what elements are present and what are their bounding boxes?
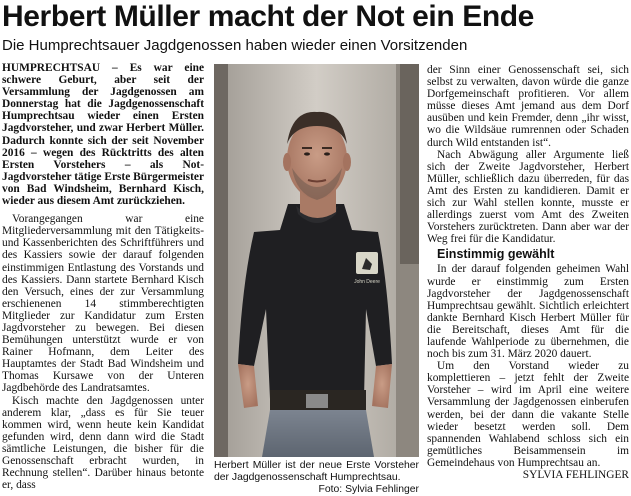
photo-caption <box>214 460 419 496</box>
left-column <box>2 62 204 491</box>
lead-text: – Es war eine schwere Geburt, aber seit der Versammlung der Jagdgenossen am Donnerstag hat die Jagdgenossenschaft Humprechtsau wieder einen Ersten Jagdvorsteher, und zwar Herbert Müller. Dadurch konnte sich der seit November 2016 – wegen des Rücktritts des alten Ersten Vorstehers – als Not-Jagdvorsteher tätige Erste Bürgermeister von Bad Windsheim, Bernhard Kisch, wieder aus diesem Amt zurückziehen. <box>2 62 204 208</box>
section-heading: Einstimmig gewählt <box>437 247 555 262</box>
shirt-logo-text: John Deere <box>354 279 380 285</box>
headline: Herbert Müller macht der Not ein Ende <box>2 0 534 33</box>
body-paragraph: Vorangegangen war eine Mitgliederversammlung mit den Tätigkeits- und Kassenberichten des Schriftführers und des Kassiers sowie der darauf folgenden einstimmigen Entlastung des Vorstands und des Kassiers. Dann startete Bernhard Kisch den Versuch, eines der zur Versammlung erschienenen 14 stimmberechtigten Mitglieder zur Kandidatur zum Ersten Jagdvorsteher zu bewegen. Bei diesen Bemühungen unterstützt wurde er von Rainer Hofmann, dem Leiter des Hauptamtes der Stadt Bad Windsheim und Thomas Kursawe von der Unteren Jagdbehörde des Landratsamtes. <box>2 213 204 395</box>
body-paragraph: Um den Vorstand wieder zu komplettieren – jetzt fehlt der Zweite Vorsteher – wird im April eine weitere Versammlung der Jagdgenossen einberufen werden, bei der dann die vakante Stelle wieder besetzt werden soll. Dem spannenden Wahlabend schloss sich ein gemütliches Beisammensein im Gemeindehaus von Humprechtsau an. <box>427 360 629 469</box>
right-column <box>427 64 629 481</box>
body-paragraph: In der darauf folgenden geheimen Wahl wurde er einstimmig zum Ersten Jagdvorsteher der Jagdgenossenschaft Humprechtsau gewählt. Sichtlich erleichtert dankte Bernhard Kisch Herbert Müller für die Bereitschaft, dieses Amt für die laufende Wahlperiode zu übernehmen, die noch bis zum 31. März 2020 dauert. <box>427 263 629 361</box>
body-paragraph: der Sinn einer Genossenschaft sei, sich selbst zu verwalten, davon würde die ganze Dorfgemeinschaft profitieren. Vor allem müsse dieses Amt jemand aus dem Dorf ausüben und kein Fremder, denn „ihr wisst, wo die Wildsäue rumrennen oder Schaden durch Wild entstanden ist“. <box>427 64 629 149</box>
subheadline: Die Humprechtsauer Jagdgenossen haben wieder einen Vorsitzenden <box>2 37 468 54</box>
author-signature: SYLVIA FEHLINGER <box>522 469 629 481</box>
portrait-photo <box>214 64 419 457</box>
photo-credit: Foto: Sylvia Fehlinger <box>318 484 419 495</box>
caption-text: Herbert Müller ist der neue Erste Vorsteher der Jagdgenossenschaft Humprechtsau. <box>214 460 419 483</box>
lead-paragraph <box>2 62 204 207</box>
dateline: HUMPRECHTSAU <box>2 62 101 74</box>
body-paragraph: Kisch machte den Jagdgenossen unter anderem klar, „dass es für Sie teuer kommen wird, wenn heute kein Kandidat gefunden wird, denn dann wird die Stadt sämtliche Leistungen, die bisher für die Genossenschaft erbracht wurden, in Rechnung stellen“. Darüber hinaus betonte er, dass <box>2 394 204 492</box>
body-paragraph: Nach Abwägung aller Argumente ließ sich der Zweite Jagdvorsteher, Herbert Müller, schließlich dazu überreden, für das Amt des Ersten zu kandidieren. Damit er sich zur Wahl stellen konnte, musste er allerdings zuerst vom Amt des Zweiten Vorstehers zurücktreten. Dann aber war der Weg frei für die Kandidatur. <box>427 148 629 246</box>
